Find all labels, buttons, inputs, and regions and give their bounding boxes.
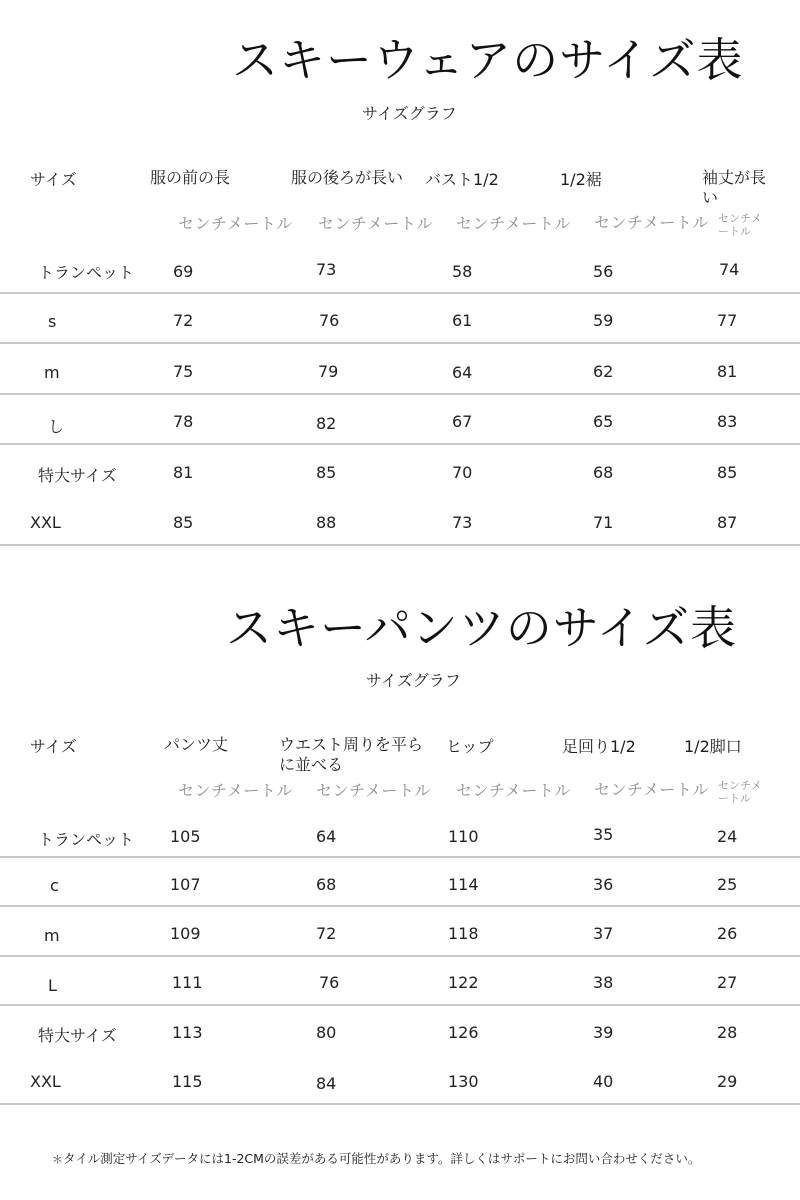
pants-header-thigh: 足回り1/2 (562, 737, 636, 756)
pants-cell-size: XXL (30, 1072, 61, 1091)
pants-cell-pants-length: 109 (170, 924, 201, 943)
pants-cell-waist: 76 (319, 973, 340, 992)
pants-unit-waist: センチメートル (316, 781, 431, 800)
jacket-cell-hem: 62 (593, 362, 614, 381)
pants-cell-pants-length: 105 (170, 827, 201, 846)
jacket-cell-size: し (48, 417, 65, 436)
pants-cell-leg-opening: 25 (717, 875, 738, 894)
jacket-cell-size: m (44, 363, 60, 382)
footnote (52, 1149, 700, 1167)
pants-cell-size: c (50, 876, 59, 895)
jacket-cell-sleeve-length: 85 (717, 463, 738, 482)
pants-cell-thigh: 40 (593, 1072, 614, 1091)
footnote-text: タイル測定サイズデータには1-2CMの誤差がある可能性があります。詳しくはサポートにお問い合わせください。 (63, 1151, 701, 1166)
pants-cell-size: トランペット (38, 830, 135, 849)
pants-cell-size: m (44, 926, 60, 945)
jacket-table-title: スキーウェアのサイズ表 (232, 33, 744, 87)
jacket-cell-sleeve-length: 77 (717, 311, 738, 330)
pants-cell-waist: 64 (316, 827, 337, 846)
jacket-cell-sleeve-length: 83 (717, 412, 738, 431)
pants-header-pants-length: パンツ丈 (164, 735, 229, 754)
jacket-cell-bust: 73 (452, 513, 473, 532)
jacket-cell-size: s (48, 312, 57, 331)
jacket-cell-size: 特大サイズ (38, 466, 117, 485)
jacket-table-subtitle: サイズグラフ (362, 104, 457, 123)
jacket-cell-back-length: 73 (316, 260, 337, 279)
row-divider (0, 393, 800, 395)
jacket-cell-front-length: 78 (173, 412, 194, 431)
pants-cell-waist: 84 (316, 1074, 337, 1093)
pants-cell-thigh: 38 (593, 973, 614, 992)
jacket-header-back-length: 服の後ろが長い (291, 168, 404, 187)
jacket-unit-bust: センチメートル (456, 214, 571, 233)
jacket-cell-bust: 61 (452, 311, 473, 330)
pants-cell-size: L (48, 976, 57, 995)
jacket-cell-sleeve-length: 87 (717, 513, 738, 532)
jacket-cell-hem: 68 (593, 463, 614, 482)
pants-cell-hip: 126 (448, 1023, 479, 1042)
pants-unit-leg-opening: センチメートル (718, 779, 762, 805)
pants-cell-leg-opening: 26 (717, 924, 738, 943)
pants-cell-thigh: 37 (593, 924, 614, 943)
pants-header-hip: ヒップ (446, 737, 494, 756)
pants-cell-thigh: 39 (593, 1023, 614, 1042)
jacket-cell-hem: 71 (593, 513, 614, 532)
pants-cell-waist: 72 (316, 924, 337, 943)
jacket-header-bust: バスト1/2 (425, 170, 499, 189)
jacket-cell-bust: 70 (452, 463, 473, 482)
pants-cell-hip: 122 (448, 973, 479, 992)
jacket-cell-back-length: 76 (319, 311, 340, 330)
pants-cell-pants-length: 115 (172, 1072, 203, 1091)
jacket-cell-sleeve-length: 74 (719, 260, 740, 279)
jacket-cell-size: XXL (30, 513, 61, 532)
jacket-header-sleeve-length: 袖丈が長い (702, 168, 767, 207)
row-divider (0, 1004, 800, 1006)
row-divider (0, 292, 800, 294)
pants-cell-thigh: 35 (593, 825, 614, 844)
pants-cell-leg-opening: 24 (717, 827, 738, 846)
pants-header-waist: ウエスト周りを平らに並べる (279, 735, 424, 774)
jacket-unit-hem: センチメートル (594, 213, 709, 232)
pants-cell-waist: 80 (316, 1023, 337, 1042)
pants-header-size: サイズ (30, 737, 77, 756)
table-bottom-rule (0, 544, 800, 546)
jacket-cell-bust: 67 (452, 412, 473, 431)
pants-cell-size: 特大サイズ (38, 1026, 117, 1045)
jacket-header-hem: 1/2裾 (560, 170, 602, 189)
jacket-unit-back-length: センチメートル (318, 214, 433, 233)
jacket-cell-hem: 59 (593, 311, 614, 330)
pants-cell-hip: 110 (448, 827, 479, 846)
pants-unit-thigh: センチメートル (594, 780, 709, 799)
jacket-cell-hem: 56 (593, 262, 614, 281)
row-divider (0, 905, 800, 907)
pants-cell-hip: 114 (448, 875, 479, 894)
jacket-cell-front-length: 75 (173, 362, 194, 381)
pants-cell-hip: 130 (448, 1072, 479, 1091)
jacket-cell-size: トランペット (38, 263, 135, 282)
jacket-cell-front-length: 69 (173, 262, 194, 281)
jacket-cell-hem: 65 (593, 412, 614, 431)
row-divider (0, 342, 800, 344)
row-divider (0, 955, 800, 957)
footnote-mark: ＊ (52, 1153, 63, 1166)
jacket-cell-sleeve-length: 81 (717, 362, 738, 381)
pants-cell-waist: 68 (316, 875, 337, 894)
row-divider (0, 443, 800, 445)
pants-unit-pants-length: センチメートル (178, 781, 293, 800)
table-bottom-rule (0, 1103, 800, 1105)
jacket-unit-sleeve-length: センチメートル (718, 212, 762, 238)
jacket-cell-back-length: 88 (316, 513, 337, 532)
pants-cell-leg-opening: 28 (717, 1023, 738, 1042)
pants-cell-leg-opening: 27 (717, 973, 738, 992)
pants-header-leg-opening: 1/2脚口 (684, 737, 742, 756)
pants-cell-leg-opening: 29 (717, 1072, 738, 1091)
jacket-cell-bust: 58 (452, 262, 473, 281)
jacket-cell-back-length: 82 (316, 414, 337, 433)
jacket-cell-bust: 64 (452, 363, 473, 382)
jacket-cell-front-length: 72 (173, 311, 194, 330)
jacket-cell-back-length: 85 (316, 463, 337, 482)
jacket-cell-back-length: 79 (318, 362, 339, 381)
jacket-cell-front-length: 85 (173, 513, 194, 532)
pants-cell-thigh: 36 (593, 875, 614, 894)
jacket-unit-front-length: センチメートル (178, 214, 293, 233)
jacket-cell-front-length: 81 (173, 463, 194, 482)
pants-cell-hip: 118 (448, 924, 479, 943)
pants-table-title: スキーパンツのサイズ表 (226, 601, 738, 655)
pants-unit-hip: センチメートル (456, 781, 571, 800)
pants-cell-pants-length: 113 (172, 1023, 203, 1042)
jacket-header-front-length: 服の前の長 (150, 168, 231, 187)
jacket-header-size: サイズ (30, 170, 77, 189)
pants-cell-pants-length: 111 (172, 973, 203, 992)
pants-cell-pants-length: 107 (170, 875, 201, 894)
pants-table-subtitle: サイズグラフ (366, 671, 461, 690)
row-divider (0, 856, 800, 858)
